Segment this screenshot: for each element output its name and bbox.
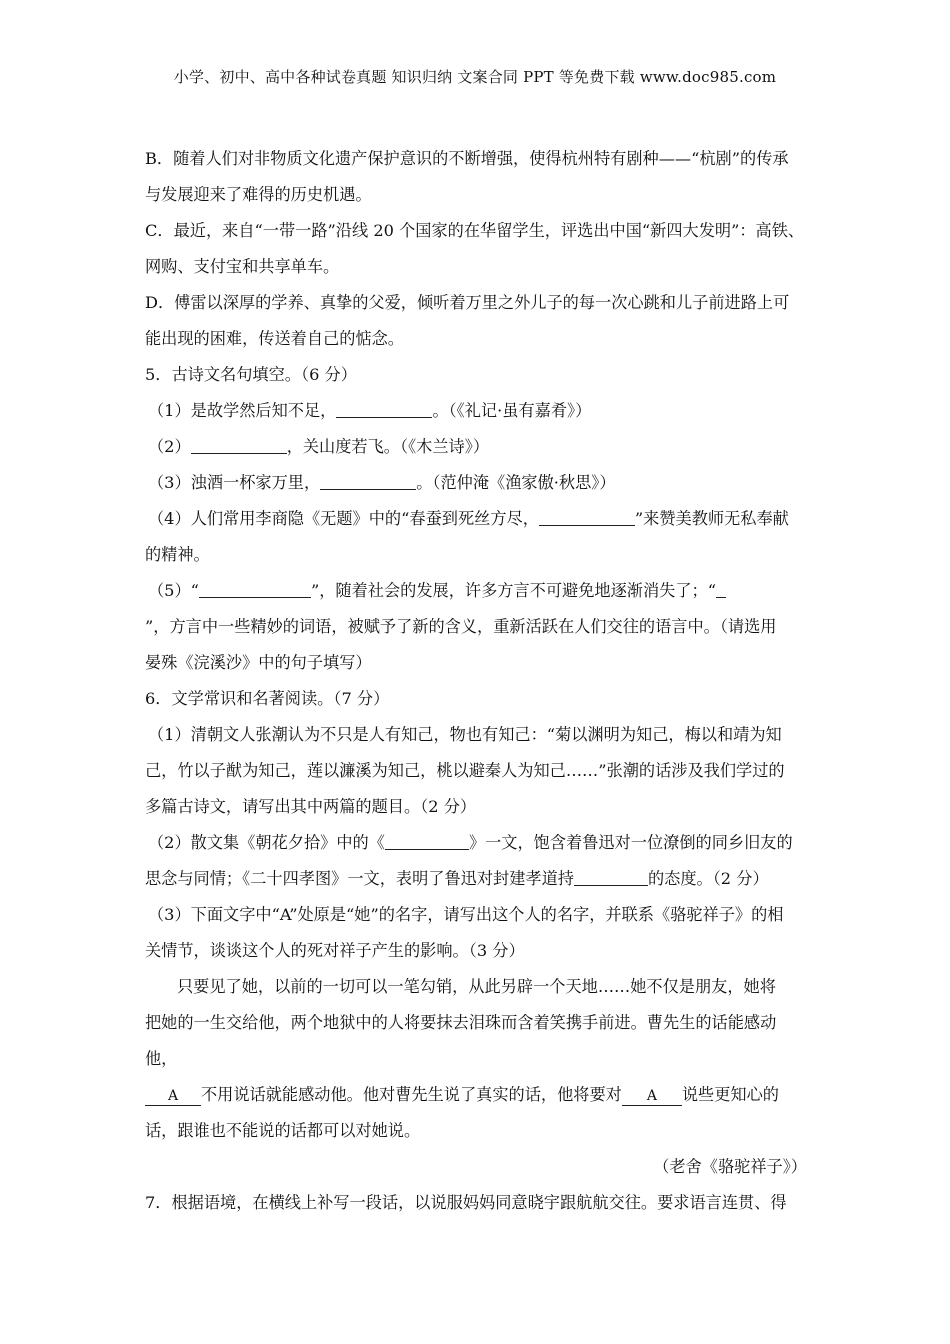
- option-d-line-2: 能出现的困难，传送着自己的惦念。: [145, 329, 404, 348]
- question-5-5: [145, 579, 813, 615]
- option-c-line-2: 网购、支付宝和共享单车。: [145, 257, 340, 276]
- name-blank-a[interactable]: A: [145, 1087, 201, 1106]
- name-blank-a[interactable]: A: [622, 1087, 682, 1106]
- q5-2-text-a: （2）: [148, 437, 191, 456]
- site-header: 小学、初中、高中各种试卷真题 知识归纳 文案合同 PPT 等免费下载 www.doc985.com: [173, 68, 777, 86]
- answer-blank[interactable]: [199, 579, 311, 598]
- question-6-3-line-2: 关情节，谈谈这个人的死对祥子产生的影响。（3 分）: [145, 941, 525, 960]
- question-6-3-line-1: （3）下面文字中“A”处原是“她”的名字，请写出这个人的名字，并联系《骆驼祥子》的相: [148, 905, 784, 924]
- q5-3-text-a: （3）浊酒一杯家万里，: [148, 473, 321, 492]
- passage-line-3: 他，: [145, 1049, 178, 1068]
- q5-3-text-b: 。（范仲淹《渔家傲·秋思》）: [416, 473, 616, 492]
- question-6-title: 6．文学常识和名著阅读。（7 分）: [145, 689, 390, 708]
- answer-blank[interactable]: [191, 435, 287, 454]
- q5-4-text-a: （4）人们常用李商隐《无题》中的“春蚕到死丝方尽，: [148, 509, 539, 528]
- q6-2-text-d: 的态度。（2 分）: [647, 869, 769, 888]
- passage-text-a: 不用说话就能感动他。他对曹先生说了真实的话，他将要对: [201, 1085, 622, 1104]
- option-b-line-1: B．随着人们对非物质文化遗产保护意识的不断增强，使得杭州特有剧种——“杭剧”的传承: [145, 149, 789, 168]
- question-5-title: 5．古诗文名句填空。（6 分）: [145, 365, 357, 384]
- passage-source: （老舍《骆驼祥子》）: [653, 1157, 807, 1176]
- answer-blank[interactable]: [716, 579, 726, 598]
- q5-2-text-b: ，关山度若飞。（《木兰诗》）: [286, 437, 490, 456]
- q5-5-text-b: ”，随着社会的发展，许多方言不可避免地逐渐消失了；“: [310, 581, 717, 600]
- q5-1-text-b: 。（《礼记·虽有嘉肴》）: [432, 401, 592, 420]
- question-5-3: [145, 471, 813, 507]
- option-d-line-1: D．傅雷以深厚的学养、真挚的父爱，倾听着万里之外儿子的每一次心跳和儿子前进路上可: [145, 293, 790, 312]
- document-body: [145, 147, 813, 1227]
- answer-blank[interactable]: [336, 399, 432, 418]
- question-6-1-line-2: 己，竹以子猷为知己，莲以濂溪为知己，桃以避秦人为知己……”张潮的话涉及我们学过的: [145, 761, 785, 780]
- q6-2-text-b: 》一文，饱含着鲁迅对一位潦倒的同乡旧友的: [468, 833, 793, 852]
- question-6-1-line-1: （1）清朝文人张潮认为不只是人有知己，物也有知己：“菊以渊明为知己，梅以和靖为知: [148, 725, 782, 744]
- question-7-title: 7．根据语境，在横线上补写一段话，以说服妈妈同意晓宇跟航航交往。要求语言连贯、得: [145, 1193, 787, 1212]
- q6-2-text-a: （2）散文集《朝花夕拾》中的《: [148, 833, 385, 852]
- passage-text-b: 说些更知心的: [681, 1085, 779, 1104]
- q6-2-text-c: 思念与同情；《二十四孝图》一文，表明了鲁迅对封建孝道持: [145, 869, 574, 888]
- passage-line-2: 把她的一生交给他，两个地狱中的人将要抹去泪珠而含着笑携手前进。曹先生的话能感动: [145, 1013, 777, 1032]
- q5-1-text-a: （1）是故学然后知不足，: [148, 401, 337, 420]
- question-5-2: [145, 435, 813, 471]
- question-5-5-note: 晏殊《浣溪沙》中的句子填写）: [145, 653, 372, 672]
- answer-blank[interactable]: [385, 831, 469, 850]
- question-5-4-cont: 的精神。: [145, 545, 210, 564]
- option-b-line-2: 与发展迎来了难得的历史机遇。: [145, 185, 372, 204]
- passage-line-4: [145, 1083, 813, 1119]
- question-6-2: [145, 831, 813, 867]
- passage-line-5: 话，跟谁也不能说的话都可以对她说。: [145, 1121, 421, 1140]
- question-5-4: [145, 507, 813, 543]
- answer-blank[interactable]: [320, 471, 416, 490]
- q5-4-text-b: ”来赞美教师无私奉献: [634, 509, 789, 528]
- q5-5-text-a: （5）“: [148, 581, 199, 600]
- question-6-2-cont: [145, 867, 813, 903]
- passage-line-1: 只要见了她，以前的一切可以一笔勾销，从此另辟一个天地……她不仅是朋友，她将: [177, 977, 776, 996]
- answer-blank[interactable]: [574, 867, 648, 886]
- answer-blank[interactable]: [539, 507, 635, 526]
- question-5-1: [145, 399, 813, 435]
- question-6-1-line-3: 多篇古诗文，请写出其中两篇的题目。（2 分）: [145, 797, 477, 816]
- option-c-line-1: C．最近，来自“一带一路”沿线 20 个国家的在华留学生，评选出中国“新四大发明”：高铁、: [145, 221, 805, 240]
- question-5-5-cont: ”，方言中一些精妙的词语，被赋予了新的含义，重新活跃在人们交往的语言中。（请选用: [145, 617, 777, 636]
